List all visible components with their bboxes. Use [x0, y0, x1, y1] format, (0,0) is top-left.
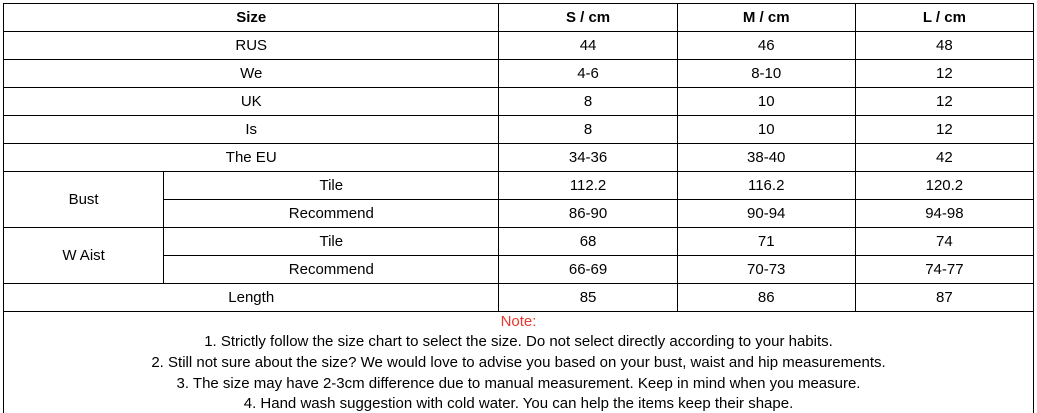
row-is-s: 8 [499, 116, 677, 144]
subrow-label-bust-recommend: Recommend [164, 200, 499, 228]
note-line-2: 2. Still not sure about the size? We would love to advise you based on your bust, waist and hip measurements. [151, 353, 886, 371]
row-label-is: Is [4, 116, 499, 144]
table-row [4, 32, 1034, 60]
row-rus-l: 48 [855, 32, 1033, 60]
row-label-length: Length [4, 284, 499, 312]
table-row [4, 144, 1034, 172]
row-the-eu-m: 38-40 [677, 144, 855, 172]
row-label-the-eu: The EU [4, 144, 499, 172]
length-l: 87 [855, 284, 1033, 312]
bust-recommend-m: 90-94 [677, 200, 855, 228]
row-rus-s: 44 [499, 32, 677, 60]
note-line-1: 1. Strictly follow the size chart to select the size. Do not select directly according to your habits. [204, 333, 833, 351]
header-size-label: Size [4, 4, 499, 32]
row-the-eu-s: 34-36 [499, 144, 677, 172]
waist-tile-s: 68 [499, 228, 677, 256]
bust-tile-l: 120.2 [855, 172, 1033, 200]
table-header-row [4, 4, 1034, 32]
row-rus-m: 46 [677, 32, 855, 60]
subrow-label-waist-tile: Tile [164, 228, 499, 256]
row-we-s: 4-6 [499, 60, 677, 88]
row-is-m: 10 [677, 116, 855, 144]
length-s: 85 [499, 284, 677, 312]
row-uk-s: 8 [499, 88, 677, 116]
group-label-bust: Bust [4, 172, 164, 228]
bust-recommend-l: 94-98 [855, 200, 1033, 228]
note-title: Note: [500, 313, 537, 330]
waist-recommend-l: 74-77 [855, 256, 1033, 284]
subrow-label-waist-recommend: Recommend [164, 256, 499, 284]
table-row [4, 88, 1034, 116]
note-line-3: 3. The size may have 2-3cm difference due to manual measurement. Keep in mind when you measure. [176, 374, 861, 392]
note-block [4, 312, 1034, 413]
table-row [4, 116, 1034, 144]
waist-tile-m: 71 [677, 228, 855, 256]
waist-recommend-s: 66-69 [499, 256, 677, 284]
note-line-4: 4. Hand wash suggestion with cold water. You can help the items keep their shape. [243, 395, 794, 413]
row-uk-l: 12 [855, 88, 1033, 116]
row-label-rus: RUS [4, 32, 499, 60]
waist-recommend-m: 70-73 [677, 256, 855, 284]
header-col-m: M / cm [677, 4, 855, 32]
header-col-l: L / cm [855, 4, 1033, 32]
bust-tile-m: 116.2 [677, 172, 855, 200]
waist-tile-l: 74 [855, 228, 1033, 256]
length-m: 86 [677, 284, 855, 312]
group-label-waist: W Aist [4, 228, 164, 284]
table-row-bust-tile [4, 172, 1034, 200]
table-row-length [4, 284, 1034, 312]
row-the-eu-l: 42 [855, 144, 1033, 172]
row-we-l: 12 [855, 60, 1033, 88]
row-label-uk: UK [4, 88, 499, 116]
note-row [4, 312, 1034, 413]
row-label-we: We [4, 60, 499, 88]
size-chart-table [3, 3, 1034, 413]
row-uk-m: 10 [677, 88, 855, 116]
row-is-l: 12 [855, 116, 1033, 144]
table-row [4, 60, 1034, 88]
row-we-m: 8-10 [677, 60, 855, 88]
subrow-label-bust-tile: Tile [164, 172, 499, 200]
header-col-s: S / cm [499, 4, 677, 32]
bust-tile-s: 112.2 [499, 172, 677, 200]
bust-recommend-s: 86-90 [499, 200, 677, 228]
table-row-waist-tile [4, 228, 1034, 256]
